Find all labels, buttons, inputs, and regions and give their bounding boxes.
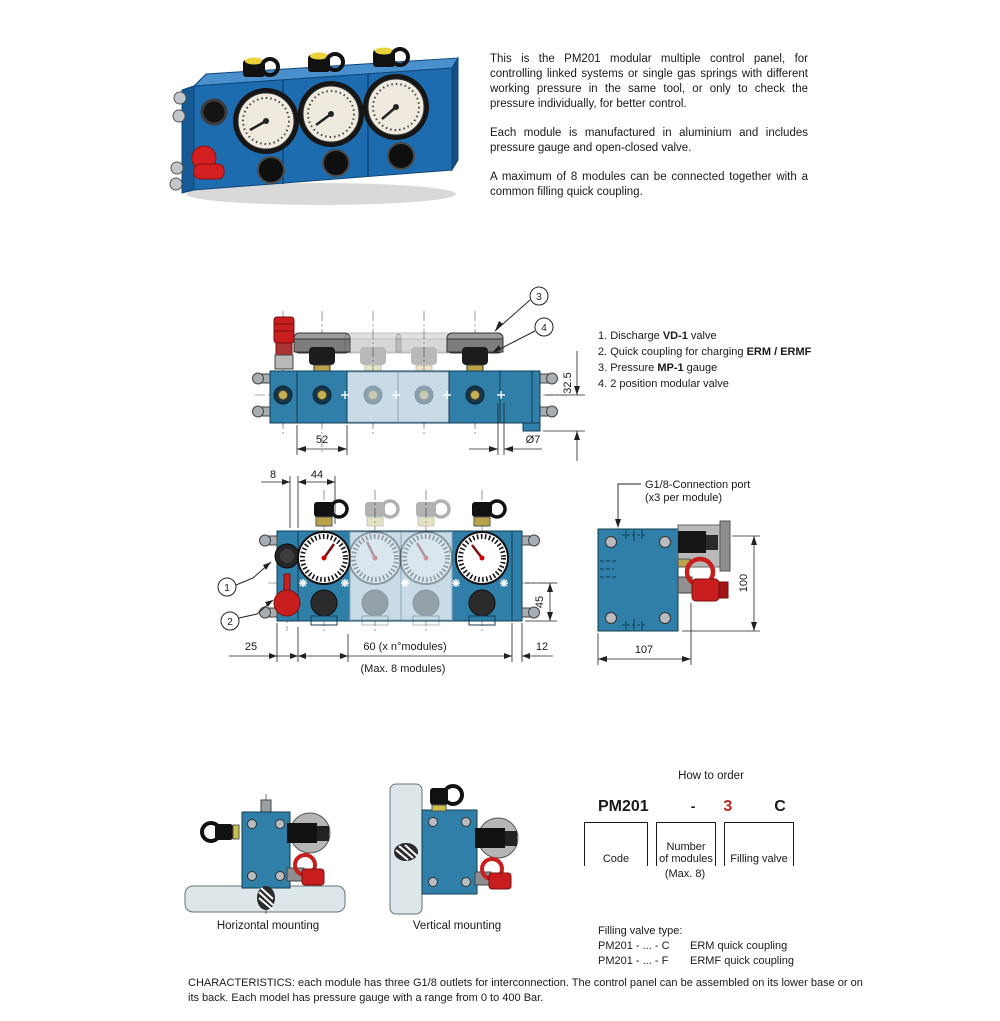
intro-paragraph-2: Each module is manufactured in aluminium and includes pressure gauge and open-closed valve. xyxy=(490,127,808,154)
gauge-caps xyxy=(294,333,503,373)
svg-text:2: 2 xyxy=(227,617,233,628)
vertical-mounting-label: Vertical mounting xyxy=(412,920,502,932)
order-module-count: 3 xyxy=(723,798,733,815)
front-view-drawing xyxy=(213,466,578,678)
left-coupling xyxy=(202,823,239,841)
svg-text:1: 1 xyxy=(224,583,230,594)
svg-text:12: 12 xyxy=(535,641,549,653)
order-valve-bracket: Filling valve xyxy=(724,822,794,866)
legend-item-4: 4. 2 position modular valve xyxy=(598,378,729,390)
photo-small-gauge xyxy=(202,100,226,124)
legend-item-1: 1. Discharge VD-1 valve xyxy=(598,330,717,342)
svg-text:45: 45 xyxy=(534,595,546,609)
horizontal-mounting-label: Horizontal mounting xyxy=(216,920,320,932)
top-view-drawing xyxy=(237,283,602,478)
legend-item-2: 2. Quick coupling for charging ERM / ERMF xyxy=(598,346,812,358)
svg-text:4: 4 xyxy=(541,323,547,334)
module-plate xyxy=(598,529,678,631)
svg-text:8: 8 xyxy=(269,469,277,481)
characteristics-text: CHARACTERISTICS: each module has three G1/8 outlets for interconnection. The control panel can be assembled on its lower base or on its back. Each model has pressure gauge with a range from 0 to 400 Bar. xyxy=(188,977,863,1004)
gauge-side xyxy=(475,818,518,858)
svg-text:3: 3 xyxy=(536,292,542,303)
filling-valve-type-title: Filling valve type: xyxy=(598,925,683,937)
svg-text:52: 52 xyxy=(315,434,329,446)
port-label-line2: (x3 per module) xyxy=(645,492,723,504)
order-modules-bracket: Number of modules xyxy=(656,822,716,866)
order-code: PM201 xyxy=(598,798,649,815)
filling-option-f: PM201 - ... - F ERMF quick coupling xyxy=(598,955,794,967)
vertical-mounting-drawing xyxy=(372,780,542,918)
dim-bottom xyxy=(229,623,553,675)
svg-text:25: 25 xyxy=(244,641,258,653)
parts-legend xyxy=(598,328,811,392)
svg-text:44: 44 xyxy=(310,469,324,481)
side-view-drawing xyxy=(588,473,813,678)
gauge-side xyxy=(678,521,730,571)
top-bolt xyxy=(261,800,271,812)
port-label-line1: G1/8-Connection port xyxy=(645,479,751,491)
order-brackets xyxy=(576,822,846,898)
mounting-bolt xyxy=(257,886,275,910)
filling-option-c: PM201 - ... - C ERM quick coupling xyxy=(598,940,788,952)
product-photo xyxy=(166,20,466,212)
order-dash: - xyxy=(690,798,696,814)
red-coupling xyxy=(287,855,324,885)
svg-text:Ø7: Ø7 xyxy=(525,434,541,446)
order-code-bracket: Code xyxy=(584,822,648,866)
order-title: How to order xyxy=(678,770,744,782)
filling-valve-type xyxy=(598,924,846,969)
how-to-order xyxy=(576,770,846,969)
svg-text:100: 100 xyxy=(738,573,750,593)
intro-text xyxy=(490,52,808,214)
mounting-bolt xyxy=(394,843,418,861)
svg-text:(Max. 8 modules): (Max. 8 modules) xyxy=(360,663,446,675)
discharge-valve xyxy=(275,544,299,568)
order-code-row xyxy=(576,798,846,816)
svg-text:32.5: 32.5 xyxy=(562,372,574,394)
top-coupling xyxy=(430,786,462,811)
callout-1 xyxy=(218,562,271,596)
callout-3 xyxy=(495,287,548,331)
order-valve-code: C xyxy=(774,798,786,815)
horizontal-mounting-drawing xyxy=(183,786,353,918)
dim-32-5 xyxy=(543,351,585,461)
red-coupling xyxy=(475,859,511,889)
intro-paragraph-1: This is the PM201 modular multiple control panel, for controlling linked systems or single gas springs with different working pressure in the same tool, or only to check the pressure individually, for better control. xyxy=(490,53,808,110)
order-modules-note: (Max. 8) xyxy=(664,868,706,880)
gauge-side xyxy=(287,813,330,853)
filling-valve xyxy=(274,317,294,369)
manifold-bar xyxy=(270,371,540,431)
legend-item-3: 3. Pressure MP-1 gauge xyxy=(598,362,718,374)
svg-text:107: 107 xyxy=(634,644,654,656)
port-leader xyxy=(615,484,641,528)
svg-text:60 (x n°modules): 60 (x n°modules) xyxy=(363,641,447,653)
intro-paragraph-3: A maximum of 8 modules can be connected together with a common filling quick coupling. xyxy=(490,171,808,198)
